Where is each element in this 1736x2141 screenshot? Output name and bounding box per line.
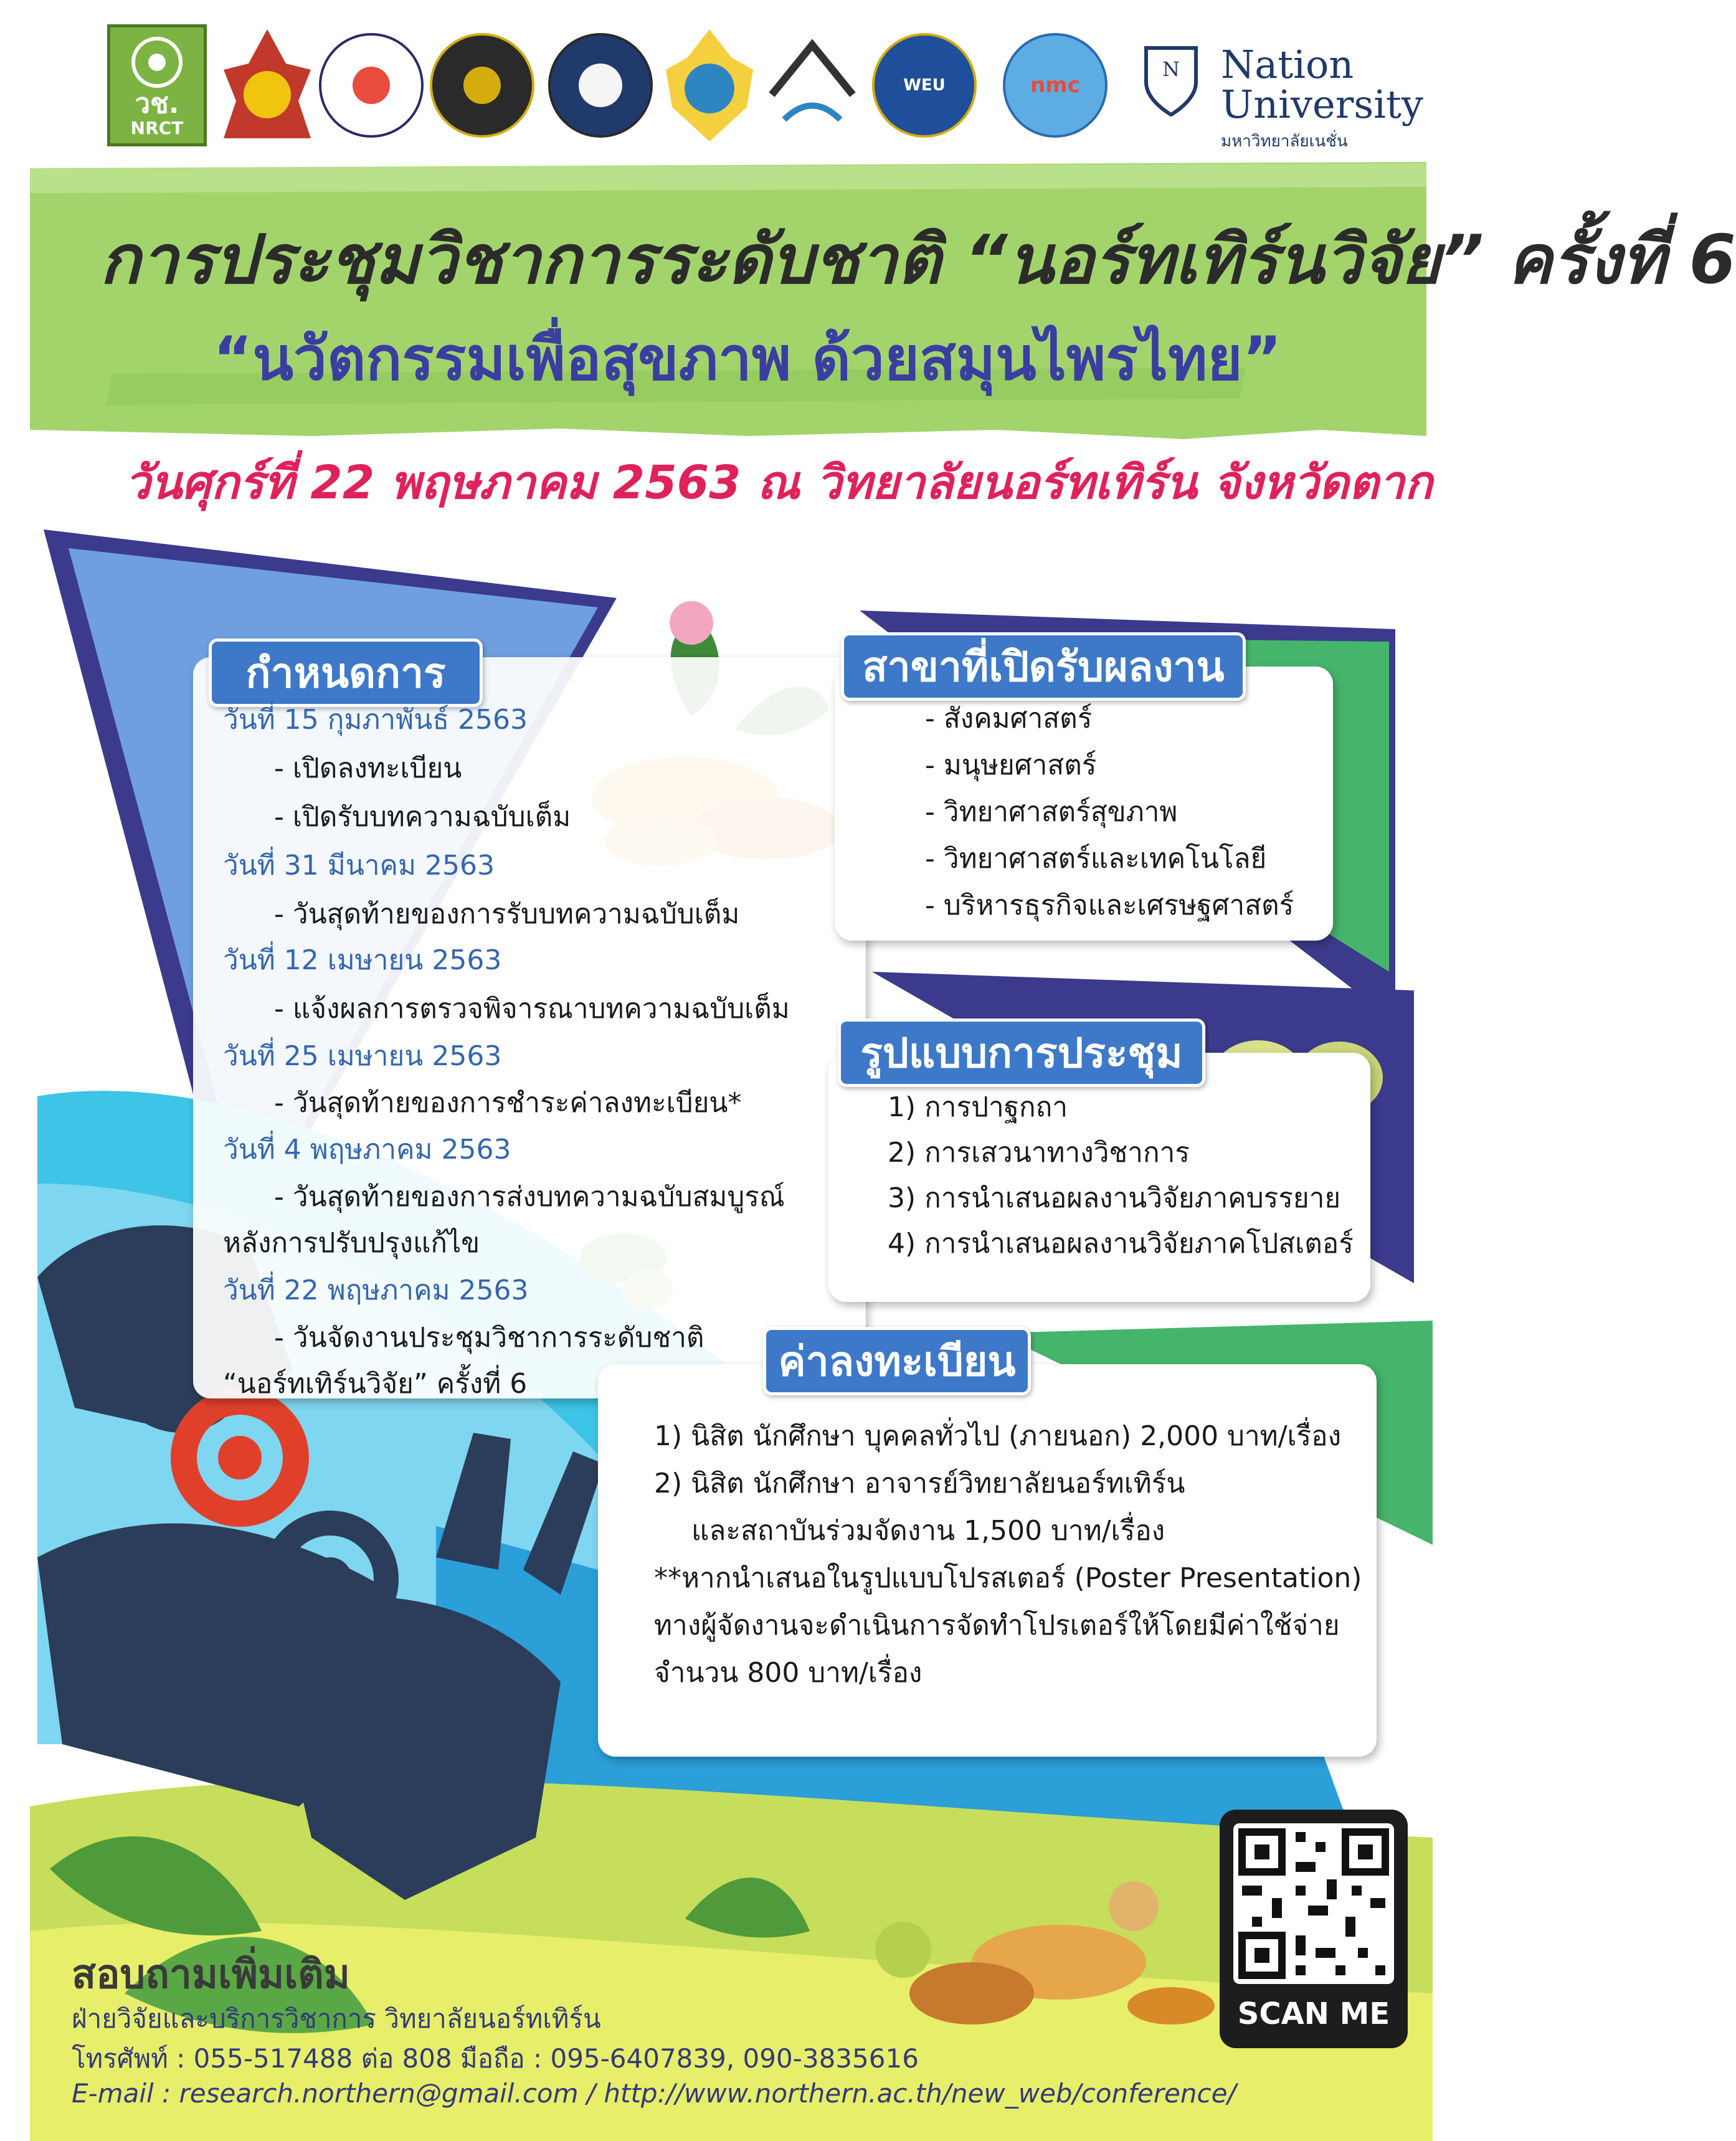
fee-line-5: ทางผู้จัดงานจะดำเนินการจัดทำโปรเตอร์ให้โดยมีค่าใช้จ่าย — [654, 1610, 1340, 1641]
contact-phone: โทรศัพท์ : 055-517488 ต่อ 808 มือถือ : 095-6407839, 090-3835616 — [72, 2043, 919, 2074]
field-item-1: - สังคมศาสตร์ — [925, 703, 1093, 734]
nrct-logo — [105, 26, 209, 145]
schedule-date-4: วันที่ 25 เมษายน 2563 — [223, 1040, 502, 1072]
fields-heading: สาขาที่เปิดรับผลงาน — [841, 632, 1246, 701]
field-item-3: - วิทยาศาสตร์สุขภาพ — [925, 796, 1178, 828]
schedule-item-6b: “นอร์ทเทิร์นวิจัย” ครั้งที่ 6 — [223, 1368, 528, 1400]
nrct-logo-thai: วช. — [135, 88, 179, 120]
tak-college-logo — [760, 26, 865, 145]
qr-code-box[interactable] — [1220, 1810, 1408, 2048]
schedule-heading: กำหนดการ — [209, 639, 483, 707]
fee-line-2: 2) นิสิต นักศึกษา อาจารย์วิทยาลัยนอร์ทเทิร์น — [654, 1468, 1185, 1499]
schedule-date-3: วันที่ 12 เมษายน 2563 — [223, 944, 502, 976]
nation-university-wordmark — [1221, 42, 1423, 154]
university-seal-logo-4 — [657, 26, 762, 145]
schedule-date-5: วันที่ 4 พฤษภาคม 2563 — [223, 1134, 511, 1165]
university-seal-logo-1 — [215, 26, 320, 145]
format-item-2: 2) การเสวนาทางวิชาการ — [888, 1137, 1190, 1169]
contact-heading: สอบถามเพิ่มเติม — [72, 1952, 350, 1998]
contact-office: ฝ่ายวิจัยและบริการวิชาการ วิทยาลัยนอร์ทเทิร์น — [72, 2003, 601, 2034]
nation-university-name-line1: Nation — [1221, 42, 1354, 87]
field-item-2: - มนุษยศาสตร์ — [925, 749, 1097, 781]
schedule-date-2: วันที่ 31 มีนาคม 2563 — [223, 850, 495, 881]
format-item-1: 1) การปาฐกถา — [888, 1091, 1068, 1123]
university-seal-logo-2 — [319, 26, 424, 145]
nation-university-thai-name: มหาวิทยาลัยเนชั่น — [1221, 132, 1348, 151]
fee-line-6: จำนวน 800 บาท/เรื่อง — [654, 1657, 923, 1689]
nation-university-name-line2: University — [1221, 82, 1423, 127]
nrct-logo-english: NRCT — [130, 118, 184, 138]
schedule-item-1b: - เปิดรับบทความฉบับเต็ม — [274, 801, 571, 833]
schedule-item-3a: - แจ้งผลการตรวจพิจารณาบทความฉบับเต็ม — [274, 993, 790, 1025]
fees-heading: ค่าลงทะเบียน — [763, 1327, 1031, 1395]
nrct-emblem-icon — [126, 34, 188, 90]
conference-theme: “นวัตกรรมเพื่อสุขภาพ ด้วยสมุนไพรไทย” — [213, 324, 1282, 394]
house-book-icon — [759, 26, 865, 145]
svg-text:N: N — [1162, 57, 1180, 81]
fee-line-4: **หากนำเสนอในรูปแบบโปรสเตอร์ (Poster Presentation) — [654, 1562, 1362, 1594]
western-university-logo: WEU — [872, 26, 977, 145]
nmc-logo: nmc — [1003, 26, 1108, 145]
schedule-item-5a: - วันสุดท้ายของการส่งบทความฉบับสมบูรณ์ — [274, 1181, 785, 1213]
nation-university-shield-icon — [1140, 45, 1202, 122]
format-heading: รูปแบบการประชุม — [838, 1018, 1205, 1087]
contact-email-url[interactable]: E-mail : research.northern@gmail.com / http://www.northern.ac.th/new_web/conference/ — [72, 2078, 1236, 2109]
schedule-date-6: วันที่ 22 พฤษภาคม 2563 — [223, 1275, 529, 1306]
fee-line-1: 1) นิสิต นักศึกษา บุคคลทั่วไป (ภายนอก) 2,000 บาท/เรื่อง — [654, 1420, 1342, 1452]
field-item-5: - บริหารธุรกิจและเศรษฐศาสตร์ — [925, 890, 1294, 921]
schedule-date-1: วันที่ 15 กุมภาพันธ์ 2563 — [223, 704, 528, 736]
format-item-3: 3) การนำเสนอผลงานวิจัยภาคบรรยาย — [888, 1182, 1341, 1214]
conference-date-venue: วันศุกร์ที่ 22 พฤษภาคม 2563 ณ วิทยาลัยนอร์ทเทิร์น จังหวัดตาก — [125, 456, 1433, 510]
seal-icon — [217, 26, 317, 145]
fee-line-3: และสถาบันร่วมจัดงาน 1,500 บาท/เรื่อง — [691, 1515, 1165, 1547]
schedule-item-6a: - วันจัดงานประชุมวิชาการระดับชาติ — [274, 1322, 704, 1354]
qr-code-pattern-icon — [1233, 1823, 1394, 1984]
field-item-4: - วิทยาศาสตร์และเทคโนโลยี — [925, 843, 1267, 875]
schedule-item-5b: หลังการปรับปรุงแก้ไข — [223, 1227, 480, 1259]
schedule-item-1a: - เปิดลงทะเบียน — [274, 752, 462, 784]
schedule-item-2a: - วันสุดท้ายของการรับบทความฉบับเต็ม — [274, 898, 740, 930]
qr-code[interactable] — [1233, 1823, 1394, 1984]
format-item-4: 4) การนำเสนอผลงานวิจัยภาคโปสเตอร์ — [888, 1228, 1354, 1260]
seal-icon-2 — [660, 26, 759, 145]
university-seal-logo-3 — [430, 26, 534, 145]
northern-college-logo — [548, 26, 653, 145]
conference-title: การประชุมวิชาการระดับชาติ “นอร์ทเทิร์นวิจัย” ครั้งที่ 6 — [100, 221, 1736, 299]
schedule-item-4a: - วันสุดท้ายของการชำระค่าลงทะเบียน* — [274, 1087, 742, 1119]
qr-scan-label: SCAN ME — [1237, 1996, 1390, 2031]
